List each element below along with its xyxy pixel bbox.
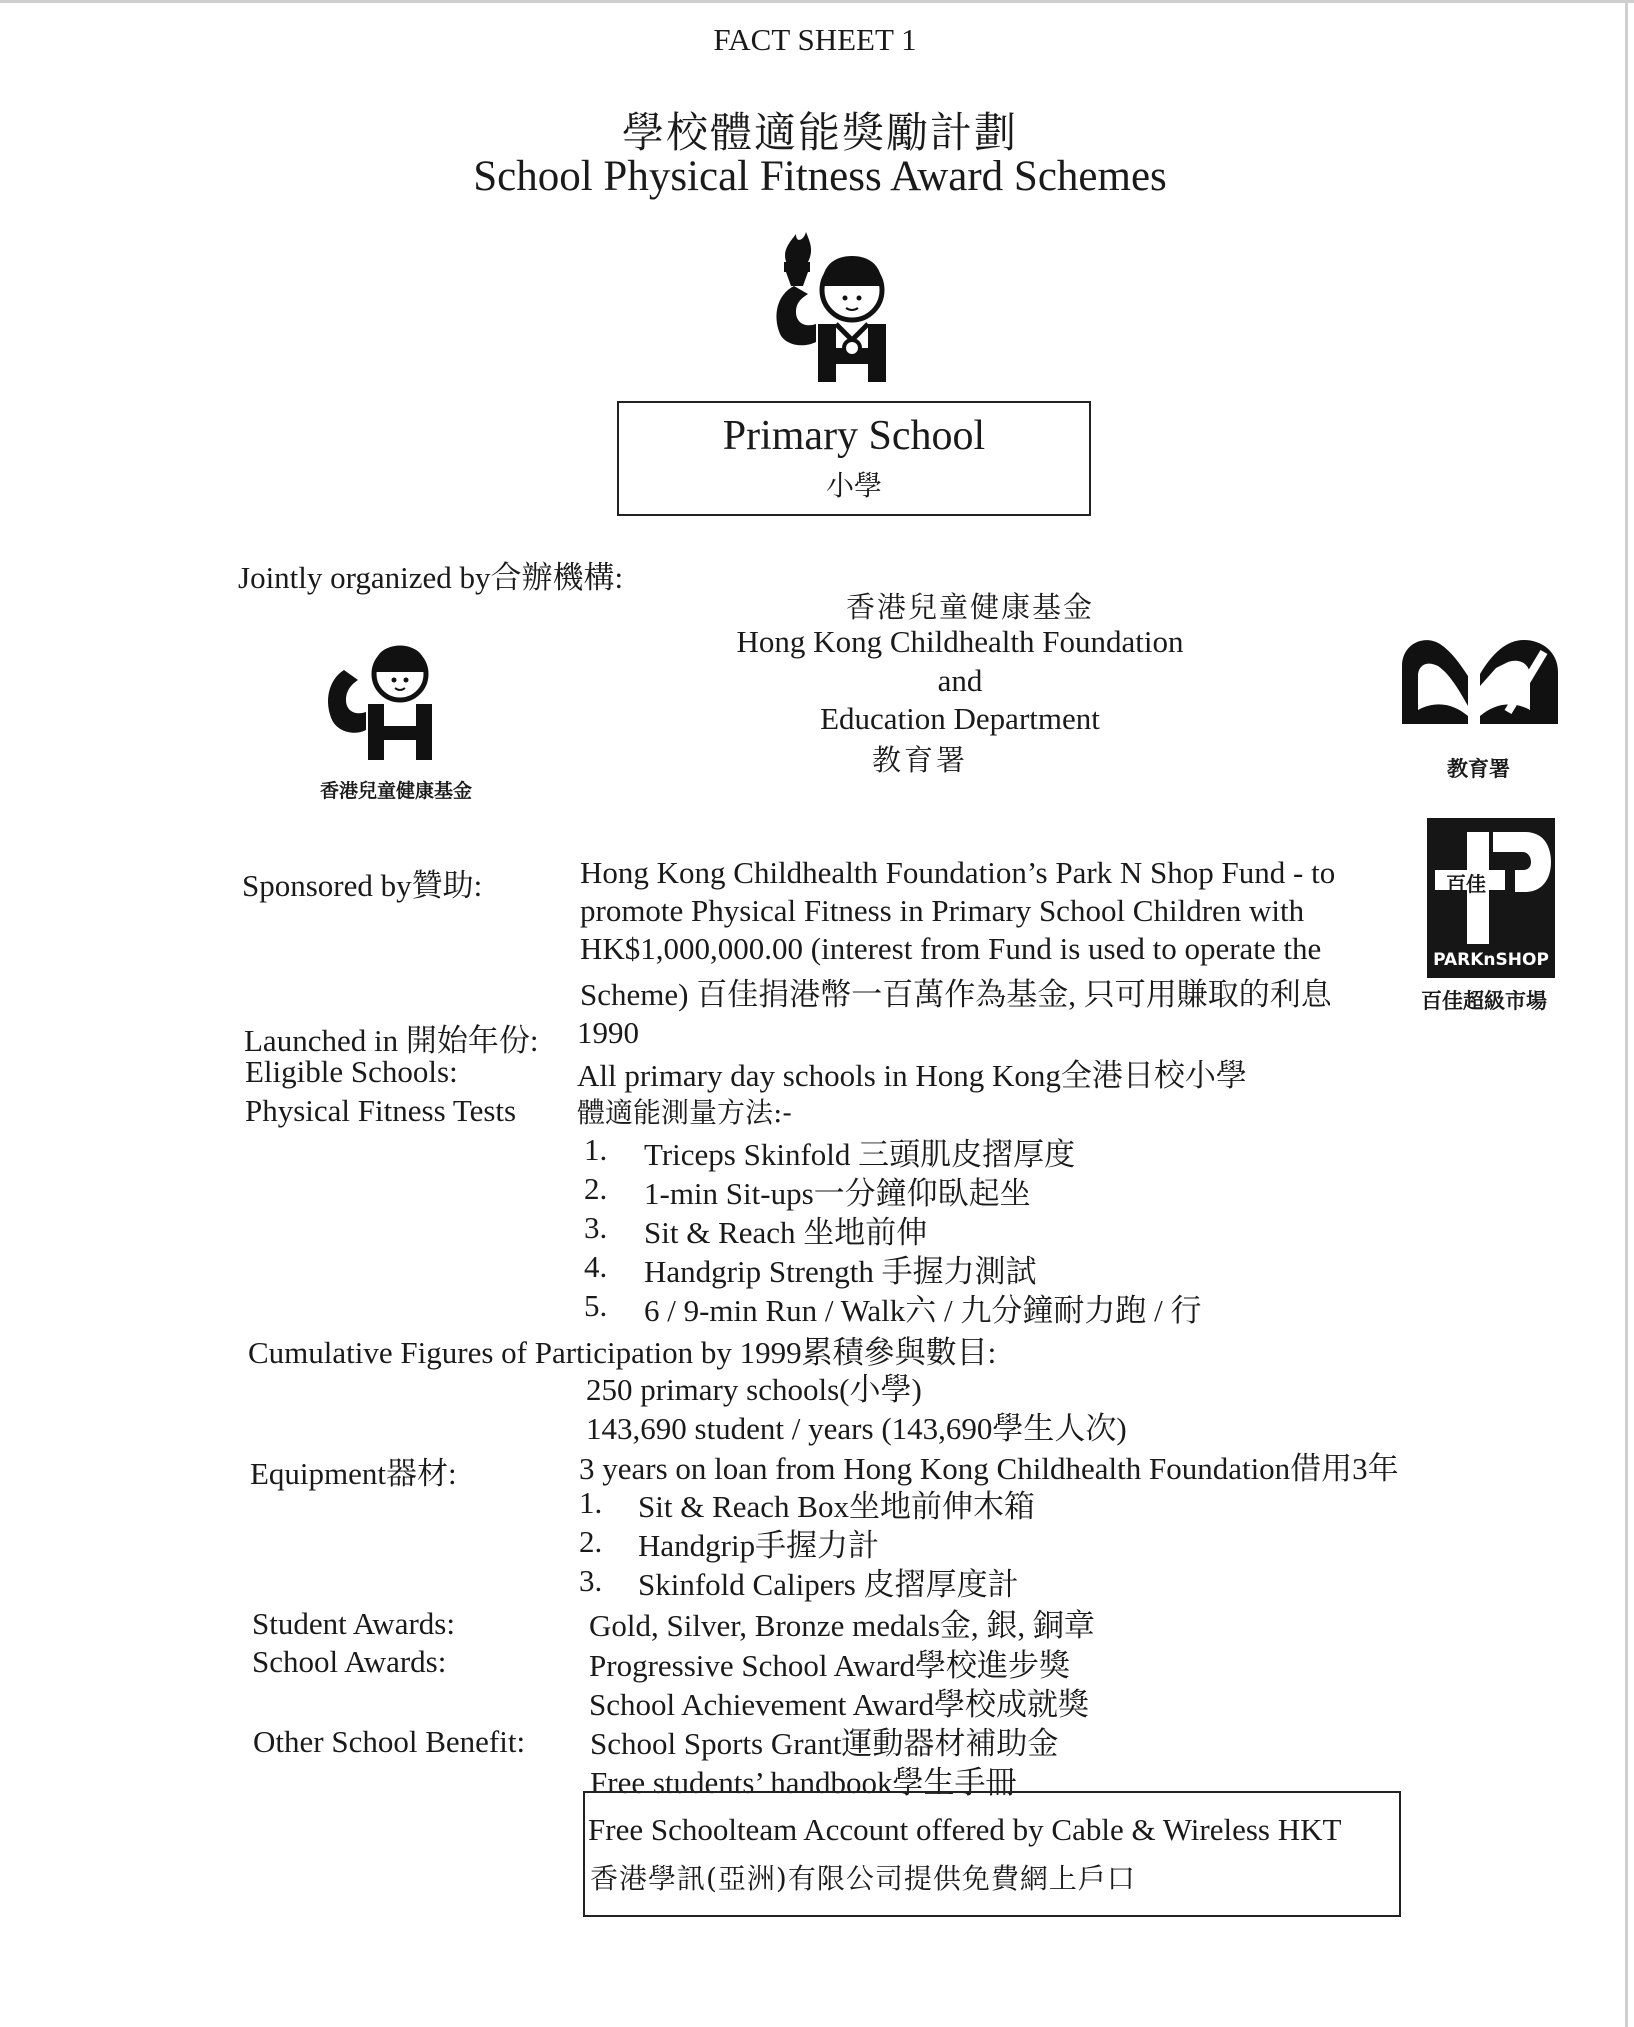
- parknshop-logo: [1427, 818, 1555, 978]
- scan-edge-right: [1625, 0, 1628, 2027]
- test-item-text: Handgrip Strength 手握力測試: [644, 1254, 1037, 1289]
- test-item-number: 5.: [584, 1288, 608, 1323]
- test-item-text: Triceps Skinfold 三頭肌皮摺厚度: [644, 1137, 1076, 1172]
- sponsor-line: promote Physical Fitness in Primary School Children with: [580, 893, 1305, 928]
- organizer-line-5: 教育署: [871, 743, 968, 777]
- equipment-item-number: 3.: [579, 1563, 603, 1598]
- organizer-line-1: 香港兒童健康基金: [845, 590, 1094, 624]
- cumulative-label: Cumulative Figures of Participation by 1999累積參與數目:: [248, 1335, 997, 1370]
- organizer-line-2: Hong Kong Childhealth Foundation: [736, 624, 1184, 659]
- fact-sheet-label: FACT SHEET 1: [713, 22, 917, 57]
- parknshop-logo-caption: 百佳超級市場: [1421, 989, 1547, 1013]
- organizer-line-4: Education Department: [820, 701, 1100, 736]
- student-awards-value: Gold, Silver, Bronze medals金, 銀, 銅章: [589, 1608, 1095, 1643]
- school-award-value: School Achievement Award學校成就獎: [589, 1687, 1089, 1722]
- test-item-text: 6 / 9-min Run / Walk六 / 九分鐘耐力跑 / 行: [644, 1293, 1202, 1328]
- equipment-item-text: Handgrip手握力計: [638, 1528, 880, 1563]
- title-english: School Physical Fitness Award Schemes: [473, 153, 1167, 200]
- launched-value: 1990: [577, 1015, 639, 1050]
- benefit-value: School Sports Grant運動器材補助金: [590, 1726, 1059, 1761]
- equipment-label: Equipment器材:: [250, 1456, 457, 1491]
- benefit-value: Free students’ handbook學生手冊: [590, 1765, 1017, 1800]
- tests-label: Physical Fitness Tests: [245, 1093, 517, 1128]
- equipment-item-number: 2.: [579, 1524, 603, 1559]
- title-chinese: 學校體適能獎勵計劃: [621, 108, 1018, 157]
- test-item-number: 3.: [584, 1210, 608, 1245]
- test-item-text: Sit & Reach 坐地前伸: [644, 1215, 928, 1250]
- test-item-number: 1.: [584, 1132, 608, 1167]
- sponsor-line: Hong Kong Childhealth Foundation’s Park N Shop Fund - to: [580, 855, 1336, 890]
- school-level-english: Primary School: [722, 413, 986, 459]
- parknshop-logo-chinese: 百佳: [1446, 872, 1486, 896]
- school-award-value: Progressive School Award學校進步獎: [589, 1648, 1071, 1683]
- scan-edge-top: [0, 0, 1634, 3]
- torch-mascot-logo: [770, 228, 920, 388]
- equipment-item-text: Sit & Reach Box坐地前伸木箱: [638, 1489, 1035, 1524]
- launched-label: Launched in 開始年份:: [244, 1023, 539, 1058]
- childhealth-logo-caption: 香港兒童健康基金: [320, 780, 473, 802]
- equipment-item-text: Skinfold Calipers 皮摺厚度計: [638, 1567, 1019, 1602]
- sponsor-line: HK$1,000,000.00 (interest from Fund is used to operate the: [580, 931, 1322, 966]
- education-logo-caption: 教育署: [1447, 757, 1510, 781]
- benefit-label: Other School Benefit:: [253, 1724, 526, 1759]
- school-awards-label: School Awards:: [252, 1644, 447, 1679]
- test-item-number: 2.: [584, 1171, 608, 1206]
- organizers-label: Jointly organized by合辦機構:: [238, 560, 624, 595]
- school-level-chinese: 小學: [825, 469, 882, 502]
- childhealth-foundation-logo: [322, 636, 442, 764]
- schoolteam-account-chinese: 香港學訊(亞洲)有限公司提供免費網上戶口: [590, 1862, 1136, 1895]
- cumulative-schools: 250 primary schools(小學): [586, 1372, 922, 1407]
- parknshop-logo-brand: PARKnSHOP: [1433, 950, 1549, 970]
- sponsor-line: Scheme) 百佳捐港幣一百萬作為基金, 只可用賺取的利息: [580, 977, 1332, 1012]
- student-awards-label: Student Awards:: [252, 1606, 455, 1641]
- eligible-value: All primary day schools in Hong Kong全港日校小學: [577, 1058, 1247, 1093]
- education-department-logo: [1396, 630, 1564, 736]
- equipment-item-number: 1.: [579, 1485, 603, 1520]
- equipment-intro: 3 years on loan from Hong Kong Childhealth Foundation借用3年: [579, 1451, 1399, 1486]
- schoolteam-account-english: Free Schoolteam Account offered by Cable & Wireless HKT: [588, 1812, 1342, 1847]
- organizer-line-3: and: [937, 663, 983, 698]
- cumulative-students: 143,690 student / years (143,690學生人次): [586, 1411, 1127, 1446]
- tests-intro: 體適能測量方法:-: [577, 1096, 792, 1129]
- sponsor-label: Sponsored by贊助:: [242, 868, 483, 903]
- eligible-label: Eligible Schools:: [245, 1054, 458, 1089]
- test-item-text: 1-min Sit-ups一分鐘仰臥起坐: [644, 1176, 1031, 1211]
- test-item-number: 4.: [584, 1249, 608, 1284]
- schoolteam-account-box: [583, 1791, 1401, 1917]
